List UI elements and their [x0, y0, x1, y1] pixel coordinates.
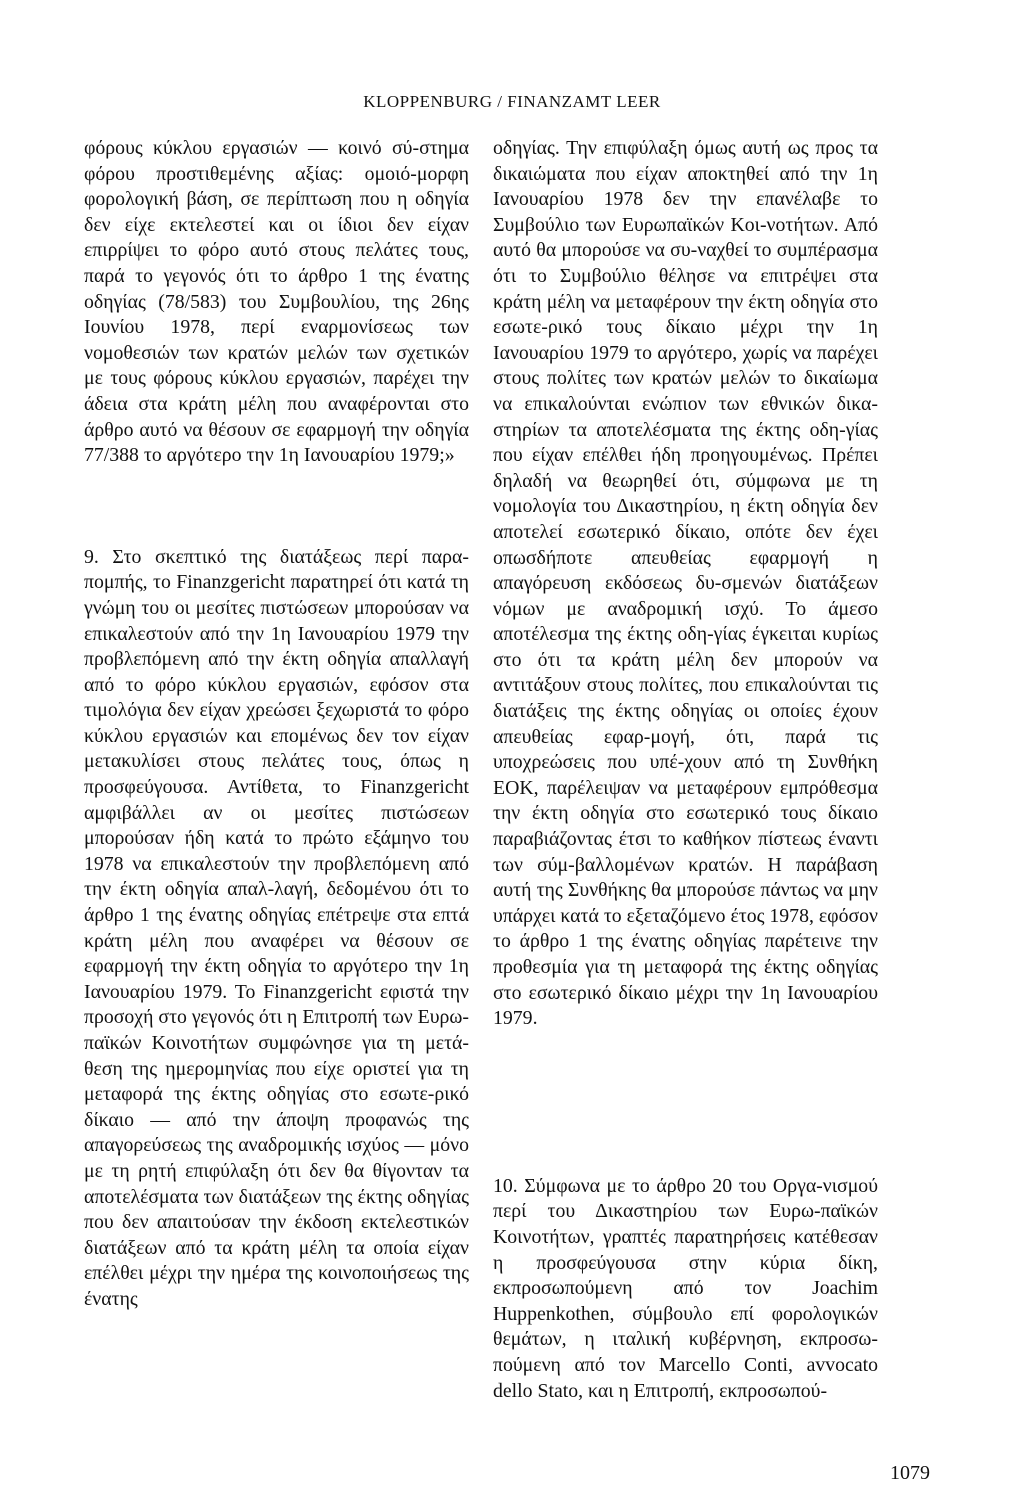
paragraph-question-continuation: φόρους κύκλου εργασιών — κοινό σύ-στημα φόρου προστιθεμένης αξίας: ομοιό-μορφη φορολογική βάση, σε περίπτωση που η οδηγία δεν είχε εκτελεστεί και οι ίδιοι δεν είχαν επιρρίψει το φόρο αυτό στους πελάτες τους, παρά το γεγονός ότι το άρθρο 1 της ένατης οδηγίας (78/583) του Συμβουλίου, της 26ης Ιουνίου 1978, περί εναρμονίσεως των νομοθεσιών των κρατών μελών των σχετικών με τους φόρους κύκλου εργασιών, παρέχει την άδεια στα κράτη μέλη που αναφέρονται στο άρθρο αυτό να θέσουν σε εφαρμογή την οδηγία 77/388 το αργότερο την 1η Ιανουαρίου 1979;» [84, 137, 469, 467]
paragraph-9: 9. Στο σκεπτικό της διατάξεως περί παρα-πομπής, το Finanzgericht παρατηρεί ότι κατά τη γνώμη του οι μεσίτες πιστώσεων μπορούσαν να επικαλεστούν από την 1η Ιανουαρίου 1979 την προβλεπόμενη από την έκτη οδηγία απαλλαγή από το φόρο κύκλου εργασιών, εφόσον στα τιμολόγια δεν είχαν χρεώσει ξεχωριστά το φόρο κύκλου εργασιών και επομένως δεν τον είχαν μετακυλίσει στους πελάτες τους, όπως η προσφεύγουσα. Αντίθετα, το Finanzgericht αμφιβάλλει αν οι μεσίτες πιστώσεων μπορούσαν ήδη κατά το πρώτο εξάμηνο του 1978 να επικαλεστούν την προβλεπόμενη από την έκτη οδηγία απαλ-λαγή, δεδομένου ότι το άρθρο 1 της ένατης οδηγίας επέτρεψε στα επτά κράτη μέλη που αναφέρει να θέσουν σε εφαρμογή την έκτη οδηγία το αργότερο την 1η Ιανουαρίου 1979. Το Finanzgericht εφιστά την προσοχή στο γεγονός ότι η Επιτροπή των Ευρω-παϊκών Κοινοτήτων συμφώνησε για τη μετά-θεση της ημερομηνίας που είχε οριστεί για τη μεταφορά της έκτης οδηγίας στο εσωτε-ρικό δίκαιο — από την άποψη προφανώς της απαγορεύσεως της αναδρομικής ισχύος — μόνο με τη ρητή επιφύλαξη ότι δεν θα θίγονταν τα αποτελέσματα των διατάξεων της έκτης οδηγίας που δεν απαιτούσαν την έκδοση εκτελεστικών διατάξεων από τα κράτη μέλη τα οποία είχαν επέλθει μέχρι την ημέρα της κοινοποιήσεως της ένατης [84, 545, 469, 1310]
running-header: KLOPPENBURG / FINANZAMT LEER [363, 92, 661, 111]
left-column [84, 136, 469, 1313]
right-column [493, 136, 878, 1404]
paragraph-9-continuation: οδηγίας. Την επιφύλαξη όμως αυτή ως προς τα δικαιώματα που είχαν αποκτηθεί από την 1η Ιανουαρίου 1978 δεν την επανέλαβε το Συμβούλιο των Ευρωπαϊκών Κοι-νοτήτων. Από αυτό θα μπορούσε να συ-ναχθεί το συμπέρασμα ότι το Συμβούλιο θέλησε να επιτρέψει στα κράτη μέλη να μεταφέρουν την έκτη οδηγία στο εσωτε-ρικό τους δίκαιο μέχρι την 1η Ιανουαρίου 1979 το αργότερο, χωρίς να παρέχει στους πολίτες των κρατών μελών το δικαίωμα να επικαλούνται ενώπιον των εθνικών δικα-στηρίων τα αποτελέσματα της έκτης οδη-γίας που είχαν επέλθει ήδη προηγουμένως. Πρέπει δηλαδή να θεωρηθεί ότι, σύμφωνα με τη νομολογία του Δικαστηρίου, η έκτη οδηγία δεν αποτελεί εσωτερικό δίκαιο, οπότε δεν έχει οπωσδήποτε απευθείας εφαρμογή η απαγόρευση εκδόσεως δυ-σμενών διατάξεων νόμων με αναδρομική ισχύ. Το άμεσο αποτέλεσμα της έκτης οδη-γίας έγκειται κυρίως στο ότι τα κράτη μέλη δεν μπορούν να αντιτάξουν στους πολίτες, που επικαλούνται τις διατάξεις της έκτης οδηγίας οι οποίες έχουν απευθείας εφαρ-μογή, ότι, παρά τις υποχρεώσεις που υπέ-χουν από τη Συνθήκη ΕΟΚ, παρέλειψαν να μεταφέρουν εμπρόθεσμα την έκτη οδηγία στο εσωτερικό τους δίκαιο παραβιάζοντας έτσι το καθήκον πίστεως έναντι των σύμ-βαλλομένων κρατών. Η παράβαση αυτή της Συνθήκης θα μπορούσε πάντως να μην υπάρχει κατά το εξεταζόμενο έτος 1978, εφόσον το άρθρο 1 της ένατης οδηγίας παρέτεινε την προθεσμία για τη μεταφορά της έκτης οδηγίας στο εσωτερικό δίκαιο μέχρι την 1η Ιανουαρίου 1979. [493, 137, 878, 1030]
paragraph-10: 10. Σύμφωνα με το άρθρο 20 του Οργα-νισμού περί του Δικαστηρίου των Ευρω-παϊκών Κοινοτήτων, γραπτές παρατηρήσεις κατέθεσαν η προσφεύγουσα στην κύρια δίκη, εκπροσωπούμενη από τον Joachim Huppenkothen, σύμβουλο επί φορολογικών θεμάτων, η ιταλική κυβέρνηση, εκπροσω-πούμενη από τον Marcello Conti, avvocato dello Stato, και η Επιτροπή, εκπροσωπού- [493, 1174, 878, 1402]
page-number: 1079 [890, 1462, 930, 1484]
